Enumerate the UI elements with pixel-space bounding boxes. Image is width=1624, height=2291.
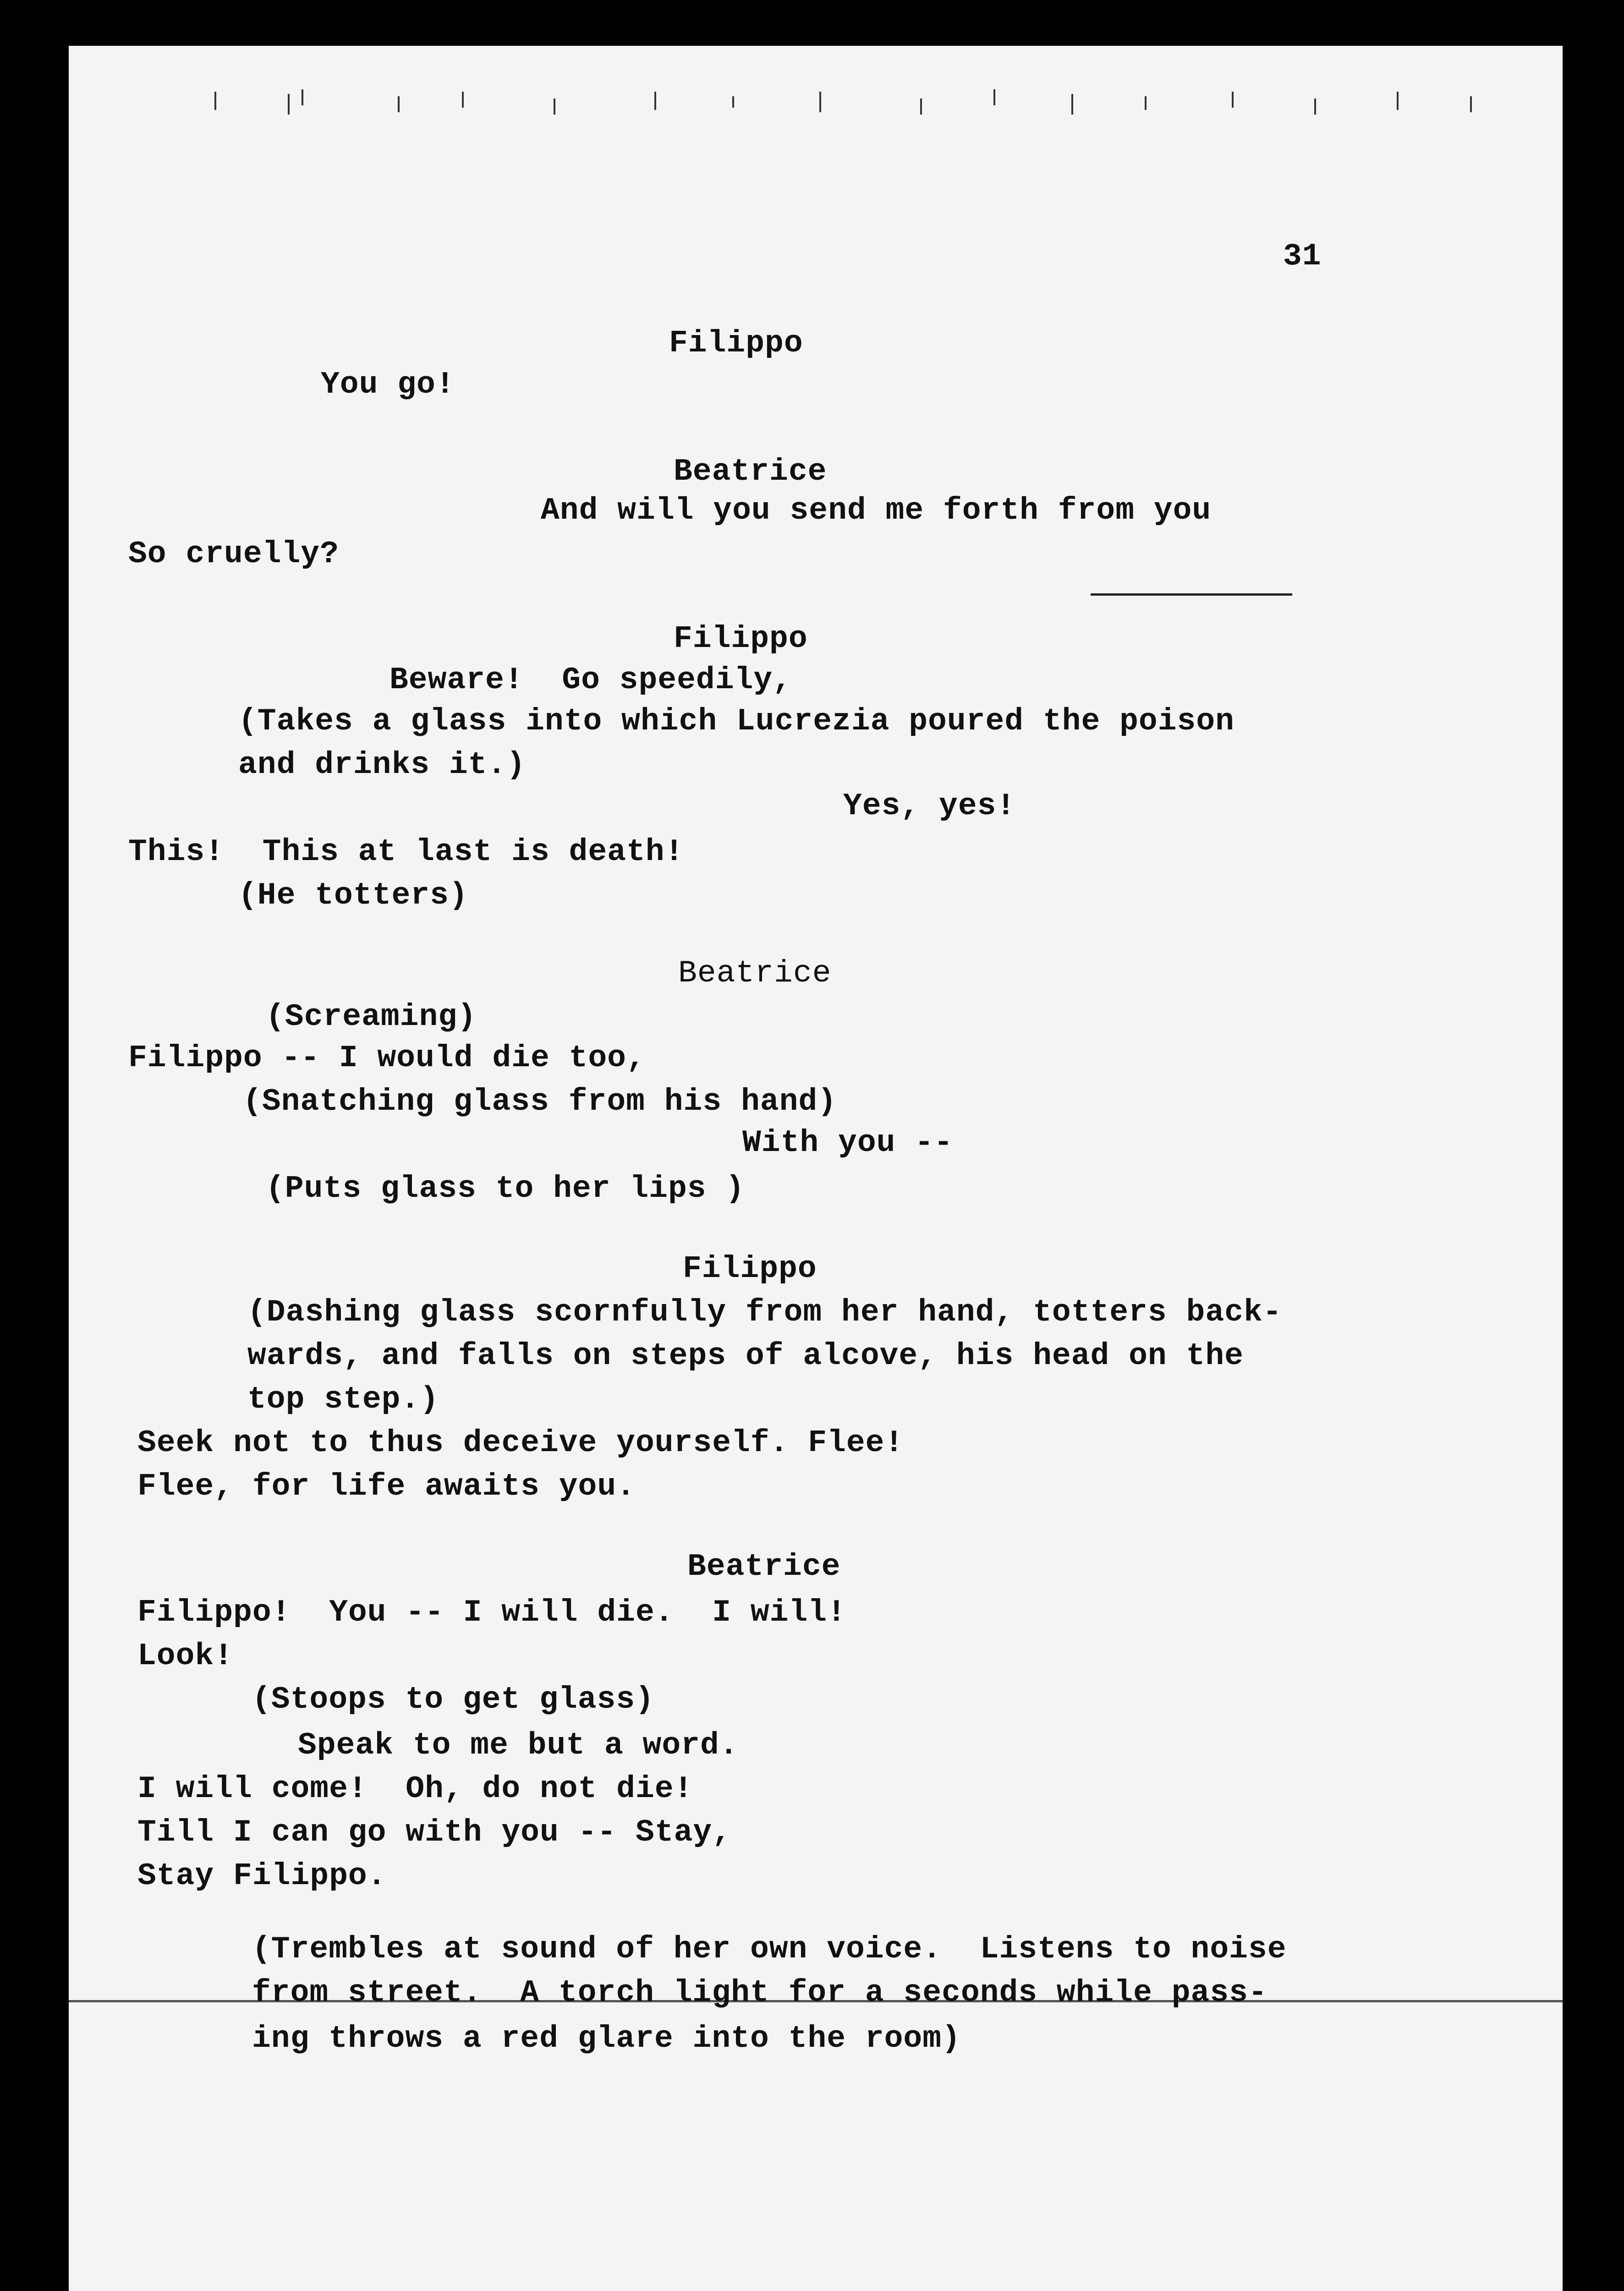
dialogue-line: With you -- (742, 1125, 953, 1161)
typescript-page (69, 46, 1563, 2291)
stage-direction: ing throws a red glare into the room) (252, 2021, 961, 2056)
stage-direction: top step.) (247, 1382, 439, 1417)
top-edge-tick-marks (206, 87, 1489, 119)
stage-direction: (Snatching glass from his hand) (243, 1084, 837, 1119)
dialogue-line: And will you send me forth from you (541, 493, 1212, 528)
speaker-name: Beatrice (687, 1549, 841, 1584)
dialogue-line: Stay Filippo. (137, 1858, 387, 1894)
dialogue-line: This! This at last is death! (128, 834, 684, 870)
stage-direction: (Stoops to get glass) (252, 1682, 654, 1717)
speaker-name: Filippo (669, 326, 803, 361)
dialogue-line: Flee, for life awaits you. (137, 1469, 636, 1504)
stage-direction: (He totters) (238, 878, 468, 913)
speaker-name: Filippo (674, 621, 808, 657)
dialogue-line: I will come! Oh, do not die! (137, 1771, 693, 1807)
dialogue-line: Beware! Go speedily, (390, 663, 792, 698)
speaker-name: Beatrice (678, 956, 832, 991)
stage-direction: (Puts glass to her lips ) (266, 1171, 745, 1206)
speaker-name: Filippo (683, 1251, 817, 1287)
dialogue-line: Filippo -- I would die too, (128, 1041, 646, 1076)
dialogue-line: You go! (321, 367, 455, 402)
stage-direction: from street. A torch light for a seconds while pass- (252, 1975, 1267, 2011)
stage-direction: (Trembles at sound of her own voice. Listens to noise (252, 1932, 1287, 1967)
dialogue-line: Speak to me but a word. (298, 1728, 739, 1763)
dialogue-line: Yes, yes! (843, 789, 1016, 824)
stage-direction: (Dashing glass scornfully from her hand, totters back- (247, 1295, 1282, 1330)
page-number: 31 (1283, 239, 1322, 274)
stage-direction: wards, and falls on steps of alcove, his head on the (247, 1338, 1244, 1374)
dialogue-line: Look! (137, 1639, 234, 1674)
stage-direction: (Screaming) (266, 999, 477, 1035)
speaker-name: Beatrice (674, 454, 827, 489)
stage-direction: (Takes a glass into which Lucrezia poured the poison (238, 704, 1234, 739)
margin-scribble (1091, 593, 1292, 596)
dialogue-line: So cruelly? (128, 537, 339, 572)
stage-direction: and drinks it.) (238, 747, 526, 783)
dialogue-line: Seek not to thus deceive yourself. Flee! (137, 1425, 904, 1461)
dialogue-line: Till I can go with you -- Stay, (137, 1815, 732, 1850)
dialogue-line: Filippo! You -- I will die. I will! (137, 1595, 846, 1630)
